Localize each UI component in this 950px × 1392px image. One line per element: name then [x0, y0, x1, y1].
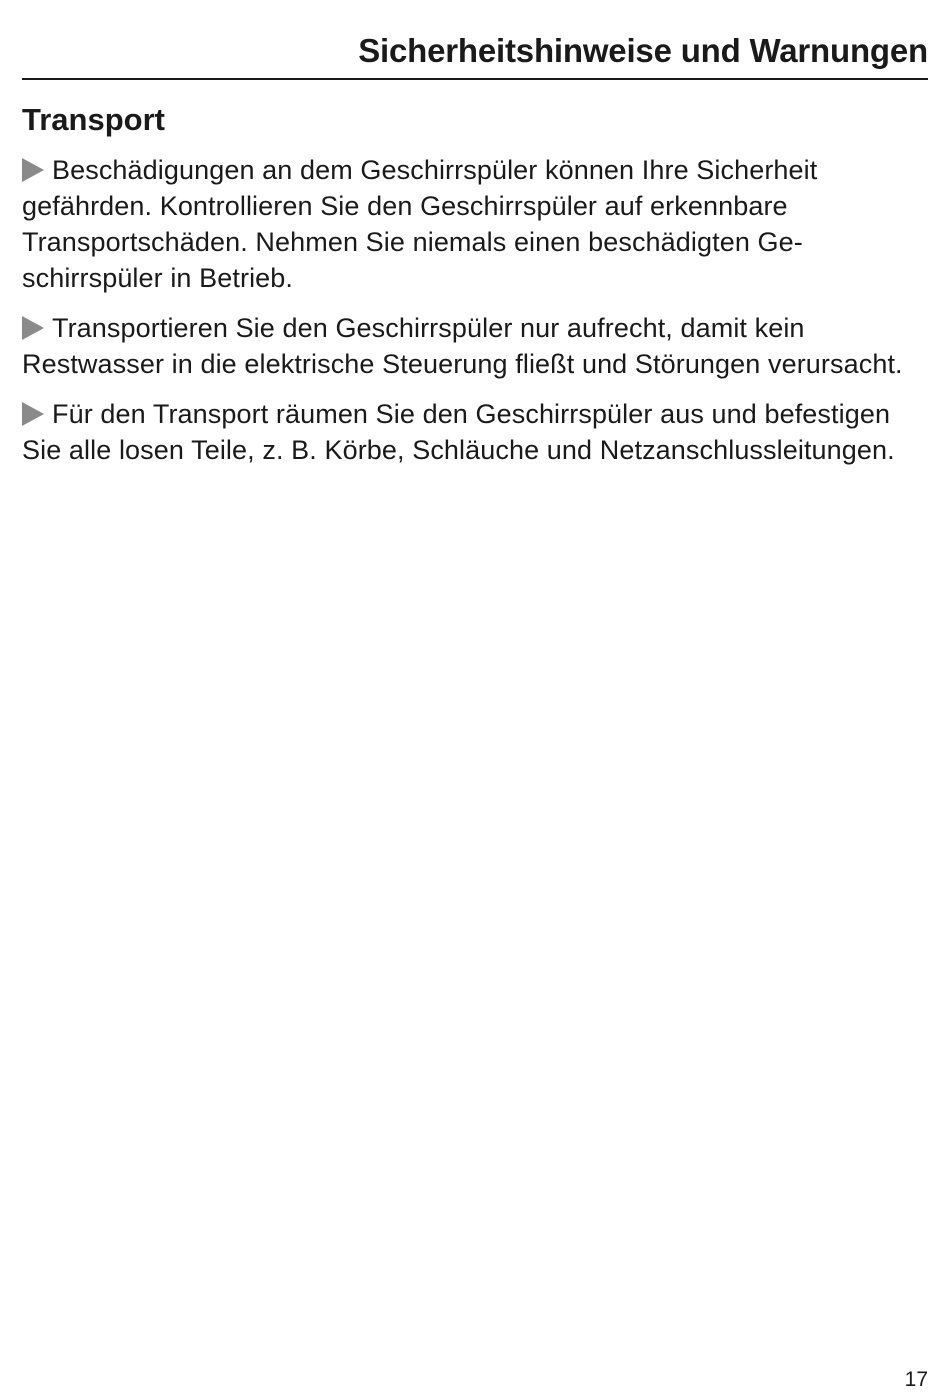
warning-item-upright: [22, 310, 912, 382]
warning-text: Für den Transport räumen Sie den Geschirrspüler aus und befestigen Sie alle losen Teile, z. B. Körbe, Schläuche und Netzanschlussleitungen.: [22, 399, 895, 465]
page-title: Sicherheitshinweise und Warnungen: [358, 32, 928, 69]
page-number: 17: [904, 1368, 928, 1391]
warning-text: Transportieren Sie den Geschirrspüler nur aufrecht, damit kein Restwasser in die elektrische Steuerung fließt und Störungen verursacht.: [22, 313, 903, 379]
warning-item-damage: [22, 152, 912, 296]
warning-text: Beschädigungen an dem Geschirrspüler können Ihre Sicherheit gefährden. Kontrollieren Sie den Geschirrspüler auf erkennbare Transportschäden. Nehmen Sie niemals einen beschädigten Geschirrspüler in Betrieb.: [22, 155, 818, 293]
transport-section: [22, 100, 912, 482]
triangle-bullet-icon: [22, 158, 44, 182]
triangle-bullet-icon: [22, 316, 44, 340]
triangle-bullet-icon: [22, 402, 44, 426]
section-heading: Transport: [22, 102, 165, 137]
warning-item-secure-parts: [22, 396, 912, 468]
page-header: [22, 30, 928, 80]
